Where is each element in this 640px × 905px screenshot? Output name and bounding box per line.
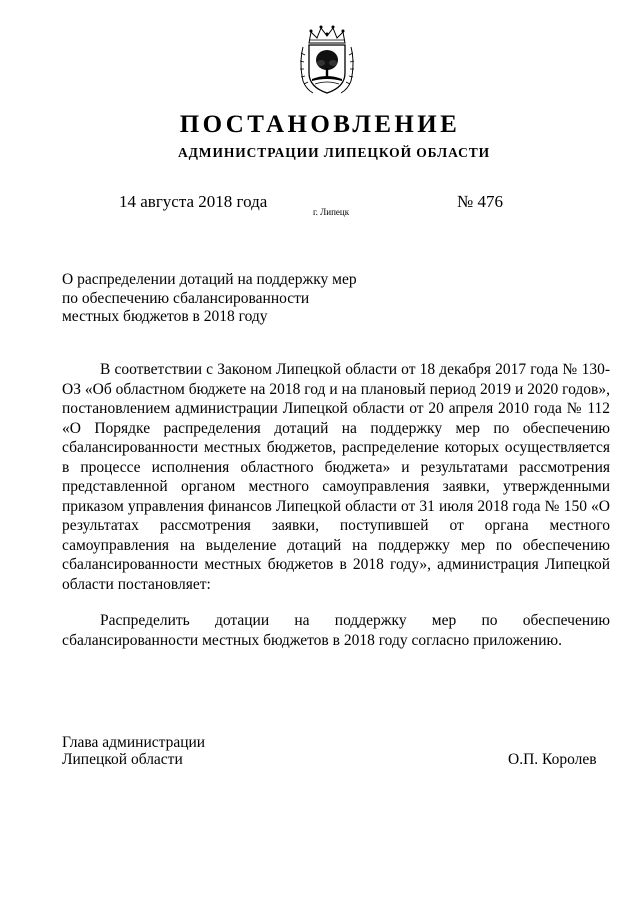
subject-line: местных бюджетов в 2018 году <box>62 308 268 325</box>
document-type-title: ПОСТАНОВЛЕНИЕ <box>179 111 461 138</box>
lipetsk-coat-of-arms-icon <box>297 23 357 97</box>
signatory-position <box>62 734 205 768</box>
subject-line: по обеспечению сбалансированности <box>62 289 310 307</box>
signatory-position-line: Глава администрации <box>62 734 206 751</box>
signatory-name: О.П. Королев <box>508 751 597 768</box>
body-paragraph: Распределить дотации на поддержку мер по обеспечению сбалансированности местных бюджетов в 2018 году согласно приложению. <box>62 612 610 649</box>
body-paragraph: В соответствии с Законом Липецкой области от 18 декабря 2017 года № 130-ОЗ «Об областном бюджете на 2018 год и на плановый период 2019 и 2020 годов», постановлением администрации Липецкой области от 20 апреля 2010 года № 112 «О Порядке распределения дотаций на поддержку мер по обеспечению сбалансированности местных бюджетов, распределение которых осуществляется в процессе исполнения областного бюджета» и результатами рассмотрения представленной органом местного самоуправления заявки, утвержденными приказом управления финансов Липецкой области от 31 июля 2018 года № 150 «О результатах рассмотрения заявки, поступившей от органа местного самоуправления на выделение дотаций на поддержку мер по обеспечению сбалансированности местных бюджетов в 2018 году», администрация Липецкой области постановляет: <box>62 361 610 593</box>
issuing-authority: АДМИНИСТРАЦИИ ЛИПЕЦКОЙ ОБЛАСТИ <box>177 145 491 160</box>
subject-line: О распределении дотаций на поддержку мер <box>62 271 357 288</box>
document-date: 14 августа 2018 года <box>119 192 268 211</box>
document-number: № 476 <box>457 192 503 211</box>
document-subject <box>62 271 402 327</box>
document-body <box>62 360 610 650</box>
signatory-position-line: Липецкой области <box>62 751 183 768</box>
document-city: г. Липецк <box>313 207 350 217</box>
